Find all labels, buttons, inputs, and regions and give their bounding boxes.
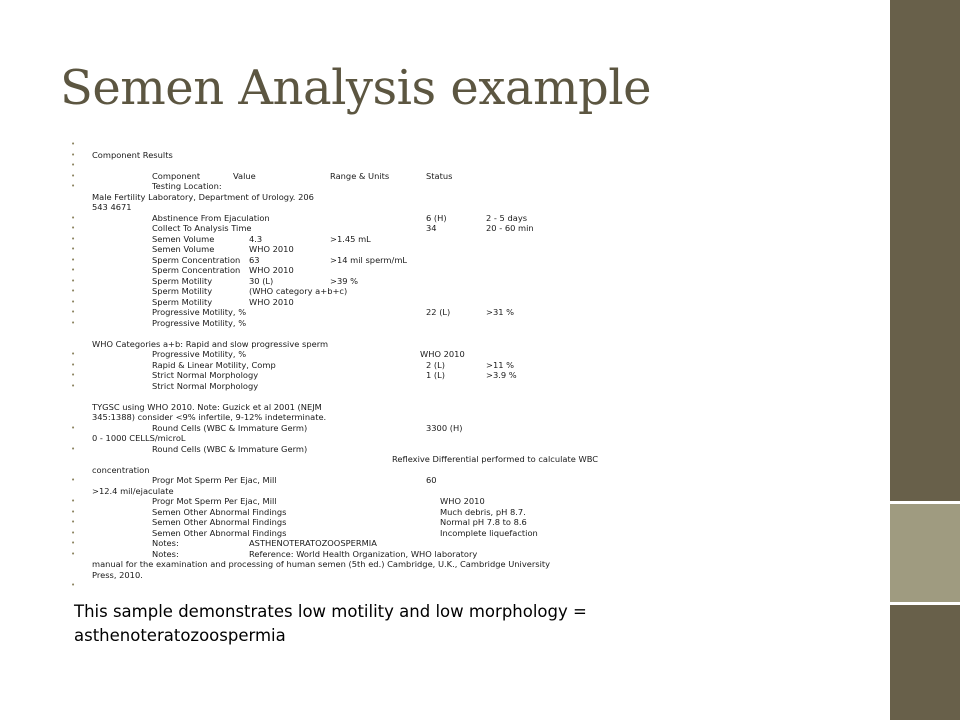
- decorative-sidebar: [890, 0, 960, 720]
- result-cell: Normal pH 7.8 to 8.6: [440, 517, 527, 527]
- result-cell: 3300 (H): [426, 422, 463, 433]
- result-continuation: manual for the examination and processing of human semen (5th ed.) Cambridge, U.K., Cambridge University Press, 2010.: [92, 559, 551, 580]
- result-cell: WHO 2010: [249, 296, 294, 307]
- result-cell: Male Fertility Laboratory, Department of Urology. 206: [92, 191, 314, 202]
- result-row: [71, 265, 611, 276]
- result-row: [71, 223, 611, 234]
- sidebar-dark-block-bottom: [890, 605, 960, 720]
- result-cell: Notes:: [152, 548, 179, 559]
- result-cell: Value: [233, 170, 256, 181]
- result-cell: Sperm Concentration: [152, 254, 241, 265]
- slide-title: Semen Analysis example: [60, 60, 652, 116]
- result-cell: Progr Mot Sperm Per Ejac, Mill: [152, 496, 277, 506]
- result-cell: Reflexive Differential performed to calculate WBC: [392, 454, 599, 464]
- result-cell: Semen Other Abnormal Findings: [152, 506, 287, 517]
- result-row: [71, 160, 611, 171]
- sidebar-divider: [890, 501, 960, 504]
- result-cell: Semen Volume: [152, 233, 215, 244]
- result-row: [71, 286, 611, 297]
- result-cell: >14 mil sperm/mL: [330, 254, 408, 265]
- result-cell: Abstinence From Ejaculation: [152, 212, 270, 223]
- semen-analysis-results-list: [71, 139, 611, 591]
- result-cell: Round Cells (WBC & Immature Germ): [152, 422, 308, 433]
- result-cell: 1 (L): [426, 370, 446, 380]
- result-row: [71, 139, 611, 150]
- result-cell: >1.45 mL: [330, 233, 371, 244]
- result-cell: Sperm Motility: [152, 286, 213, 296]
- result-row: [71, 349, 611, 360]
- result-continuation: 345:1388) consider <9% infertile, 9-12% indeterminate.: [92, 412, 327, 422]
- result-cell: Reference: World Health Organization, WHO laboratory: [249, 548, 478, 559]
- result-cell: >31 %: [486, 307, 515, 317]
- result-row: [71, 244, 611, 255]
- result-cell: 0 - 1000 CELLS/microL: [92, 433, 186, 443]
- result-cell: 2 - 5 days: [486, 212, 528, 223]
- result-row: [71, 213, 611, 224]
- result-cell: (WHO category a+b+c): [249, 286, 348, 296]
- result-cell: Range & Units: [330, 170, 390, 181]
- result-continuation: concentration: [92, 464, 150, 475]
- result-cell: 22 (L): [426, 307, 451, 317]
- result-row: [71, 423, 611, 444]
- result-cell: Progressive Motility, %: [152, 307, 247, 317]
- result-row: [71, 475, 611, 496]
- result-cell: Sperm Concentration: [152, 265, 241, 275]
- result-row: [71, 318, 611, 350]
- result-cell: WHO Categories a+b: Rapid and slow progressive sperm: [92, 338, 329, 349]
- result-row: [71, 150, 611, 161]
- result-cell: 30 (L): [249, 275, 274, 286]
- result-cell: WHO 2010: [249, 244, 294, 254]
- result-cell: Sperm Motility: [152, 296, 213, 307]
- result-cell: Testing Location:: [152, 181, 222, 191]
- result-cell: WHO 2010: [249, 265, 294, 275]
- result-row: [71, 580, 611, 591]
- result-row: [71, 181, 611, 213]
- result-cell: Semen Volume: [152, 244, 215, 254]
- result-row: [71, 538, 611, 549]
- result-cell: >12.4 mil/ejaculate: [92, 485, 174, 496]
- result-cell: Progr Mot Sperm Per Ejac, Mill: [152, 475, 277, 485]
- sidebar-dark-block-top: [890, 0, 960, 501]
- result-cell: WHO 2010: [440, 496, 485, 506]
- result-row: [71, 255, 611, 266]
- result-cell: Component: [152, 170, 201, 181]
- slide-summary: This sample demonstrates low motility and low morphology = asthenoteratozoospermia: [74, 602, 587, 645]
- result-cell: WHO 2010: [420, 349, 465, 359]
- result-row: [71, 307, 611, 318]
- result-row: [71, 549, 611, 581]
- result-cell: 4.3: [249, 233, 263, 244]
- result-cell: 34: [426, 223, 437, 233]
- result-cell: 20 - 60 min: [486, 223, 534, 233]
- result-row: [71, 496, 611, 507]
- result-cell: >3.9 %: [486, 370, 517, 380]
- result-continuation: 543 4671: [92, 202, 132, 212]
- result-cell: Strict Normal Morphology: [152, 370, 259, 380]
- result-cell: Collect To Analysis Time: [152, 223, 252, 233]
- result-row: [71, 528, 611, 539]
- result-cell: Strict Normal Morphology: [152, 380, 259, 391]
- result-cell: Progressive Motility, %: [152, 349, 247, 359]
- result-cell: Semen Other Abnormal Findings: [152, 517, 287, 527]
- result-row: [71, 171, 611, 182]
- result-row: [71, 234, 611, 245]
- result-cell: Notes:: [152, 538, 179, 548]
- result-cell: ASTHENOTERATOZOOSPERMIA: [249, 538, 377, 548]
- result-row: [71, 381, 611, 423]
- sidebar-divider: [890, 602, 960, 605]
- result-cell: Semen Other Abnormal Findings: [152, 527, 287, 538]
- result-cell: 63: [249, 254, 260, 265]
- sidebar-light-block: [890, 501, 960, 605]
- result-row: [71, 444, 611, 476]
- result-cell: 2 (L): [426, 359, 446, 370]
- result-cell: Progressive Motility, %: [152, 317, 247, 328]
- result-cell: 60: [426, 475, 437, 485]
- result-cell: Incomplete liquefaction: [440, 527, 538, 538]
- result-row: [71, 370, 611, 381]
- result-cell: Sperm Motility: [152, 275, 213, 286]
- result-cell: Much debris, pH 8.7.: [440, 506, 526, 517]
- result-cell: TYGSC using WHO 2010. Note: Guzick et al 2001 (NEJM: [92, 401, 322, 412]
- result-cell: >39 %: [330, 275, 359, 286]
- result-cell: >11 %: [486, 359, 515, 370]
- result-cell: Round Cells (WBC & Immature Germ): [152, 443, 308, 454]
- result-row: [71, 360, 611, 371]
- result-cell: Status: [426, 170, 453, 181]
- result-row: [71, 507, 611, 518]
- result-row: [71, 276, 611, 287]
- result-row: [71, 297, 611, 308]
- result-cell: 6 (H): [426, 212, 447, 223]
- result-cell: Rapid & Linear Motility, Comp: [152, 359, 276, 370]
- result-row: [71, 517, 611, 528]
- result-heading: Component Results: [92, 149, 173, 160]
